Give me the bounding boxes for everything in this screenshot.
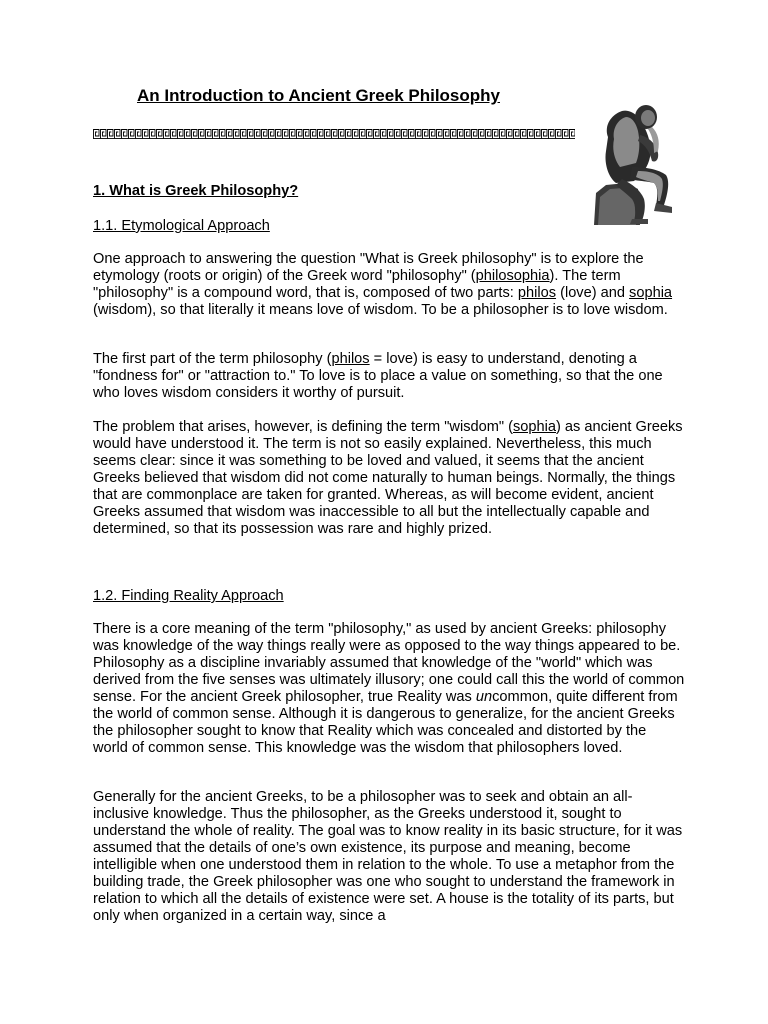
paragraph-wisdom (93, 419, 685, 538)
greek-key-border (93, 129, 575, 139)
paragraph-text: One approach to answering the question "What is Greek philosophy" is to explore the etymology (roots or origin) of the Greek word "philosophy" ( (93, 251, 644, 284)
paragraph-philosopher: Generally for the ancient Greeks, to be a philosopher was to seek and obtain an all-inclusive knowledge. Thus the philosopher, as the Greeks understood it, sought to understand the whole of reality. The goal was to know reality in its basic structure, for it was assumed that the details of one’s own existence, its purpose and meaning, become intelligible when one understood them in relation to the whole. To use a metaphor from the building trade, the Greek philosopher was one who sought to understand the framework in relation to which all the details of existence were set. A house is the totality of its parts, but only when organized in a certain way, since a (93, 789, 683, 924)
paragraph-text: (wisdom), so that literally it means love of wisdom. To be a philosopher is to love wisdom. (93, 302, 668, 318)
paragraph-etymology (93, 251, 685, 319)
paragraph-reality (93, 621, 685, 757)
paragraph-text: ). The term "philosophy" is a compound word, that is, composed of two parts: (93, 268, 621, 301)
paragraph-text: The problem that arises, however, is defining the term "wisdom" ( (93, 419, 513, 435)
paragraph-text: The first part of the term philosophy ( (93, 351, 332, 367)
section-1-2-heading: 1.2. Finding Reality Approach (93, 588, 284, 604)
paragraph-text: (love) and (556, 285, 630, 301)
section-1-1-heading: 1.1. Etymological Approach (93, 218, 270, 234)
paragraph-text: = love) is easy to understand, denoting a "fondness for" or "attraction to." To love is to place a value on something, so that the one who loves wisdom considers it worthy of pursuit. (93, 351, 663, 401)
term-philosophia: philosophia (475, 268, 550, 284)
page-title: An Introduction to Ancient Greek Philosophy (137, 86, 500, 105)
thinker-statue-image (586, 97, 688, 225)
paragraph-philos (93, 351, 685, 402)
term-sophia: sophia (512, 419, 556, 435)
term-philos: philos (331, 351, 370, 367)
paragraph-text: There is a core meaning of the term "philosophy," as used by ancient Greeks: philosophy was knowledge of the way things really were as opposed to the way things appeared to be. Philosophy as a discipline invariably assumed that knowledge of the "world" which was derived from the five senses was ultimately illusory; one could call this the world of common sense. For the ancient Greek philosopher, true Reality was (93, 621, 685, 705)
paragraph-text: common, quite different from the world of common sense. Although it is dangerous to generalize, for the ancient Greeks the philosopher sought to know that Reality which was concealed and distorted by the world of common sense. This knowledge was the wisdom that philosophers loved. (93, 689, 678, 756)
term-philos: philos (517, 285, 557, 301)
italic-un: un (475, 689, 493, 705)
term-sophia: sophia (629, 285, 673, 301)
paragraph-text: ) as ancient Greeks would have understood it. The term is not so easily explained. Nevertheless, this much seems clear: since it was something to be loved and valued, it seems that the ancient Greeks believed that wisdom did not come naturally to human beings. Normally, the things that are commonplace are taken for granted. Whereas, as will become evident, ancient Greeks assumed that wisdom was inaccessible to all but the intellectually capable and determined, so that its possession was rare and highly prized. (93, 419, 683, 537)
section-1-heading: 1. What is Greek Philosophy? (93, 183, 299, 199)
